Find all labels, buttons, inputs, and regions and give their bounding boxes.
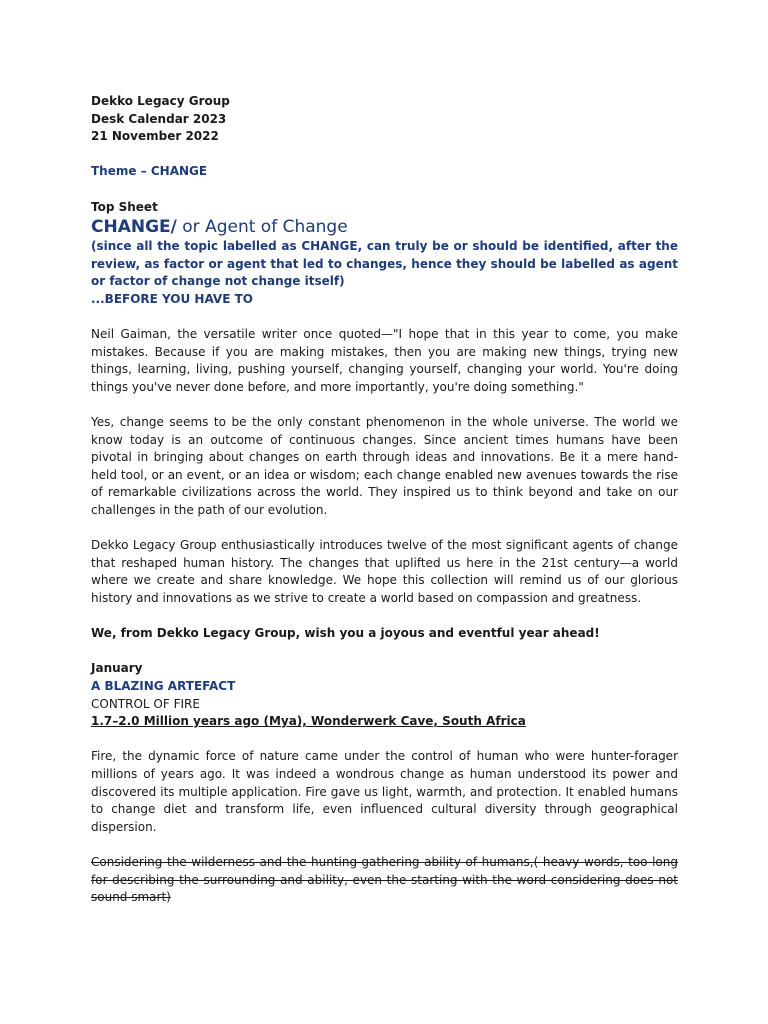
wish-line: We, from Dekko Legacy Group, wish you a joyous and eventful year ahead! bbox=[91, 626, 600, 641]
january-subheading: CONTROL OF FIRE bbox=[91, 696, 200, 711]
month-january: January bbox=[91, 661, 143, 676]
top-sheet-label: Top Sheet bbox=[91, 199, 158, 214]
paragraph-introduction: Dekko Legacy Group enthusiastically introduces twelve of the most significant agents of change that reshaped human history. The changes that uplifted us here in the 21st century—a world where we create and share knowledge. We hope this collection will remind us of our glorious history and innovations as we strive to create a world based on compassion and greatness. bbox=[91, 538, 678, 606]
calendar-title: Desk Calendar 2023 bbox=[91, 111, 227, 126]
document-date: 21 November 2022 bbox=[91, 129, 219, 144]
document-page bbox=[91, 93, 678, 907]
review-note: (since all the topic labelled as CHANGE, can truly be or should be identified, after the review, as factor or agent that led to changes, hence they should be labelled as agent or factor of change not change itself) bbox=[91, 239, 678, 289]
paragraph-quote: Neil Gaiman, the versatile writer once quoted—"I hope that in this year to come, you make mistakes. Because if you are making mistakes, then you are making new things, trying new things, learning, living, pushing yourself, changing yourself, changing your world. You're doing things you've never done before, and more importantly, you're doing something." bbox=[91, 327, 678, 394]
january-location: 1.7–2.0 Million years ago (Mya), Wonderwerk Cave, South Africa bbox=[91, 714, 526, 729]
january-heading: A BLAZING ARTEFACT bbox=[91, 679, 236, 693]
title-change: CHANGE/ bbox=[91, 217, 177, 238]
january-body: Fire, the dynamic force of nature came under the control of human who were hunter-forager millions of years ago. It was indeed a wondrous change as human understood its power and discovered its multiple application. Fire gave us light, warmth, and protection. It enabled humans to change diet and transform life, even influenced cultural diversity through geographical dispersion. bbox=[91, 749, 678, 834]
tagline: ...BEFORE YOU HAVE TO bbox=[91, 291, 253, 306]
org-name: Dekko Legacy Group bbox=[91, 94, 230, 108]
title-agent: or Agent of Change bbox=[176, 217, 348, 238]
page-title bbox=[91, 216, 678, 238]
paragraph-change: Yes, change seems to be the only constant phenomenon in the whole universe. The world we know today is an outcome of continuous changes. Since ancient times humans have been pivotal in bringing about changes on earth through ideas and innovations. Be it a mere hand-held tool, or an event, or an idea or wisdom; each change enabled new avenues towards the rise of remarkable civilizations across the world. They inspired us to think beyond and take on our challenges in the path of our evolution. bbox=[91, 415, 678, 518]
struck-comment: Considering the wilderness and the hunting-gathering ability of humans,( heavy words, too long for describing the surrounding and ability, even the starting with the word considering does not sound smart) bbox=[91, 854, 678, 905]
theme-line: Theme – CHANGE bbox=[91, 164, 208, 179]
